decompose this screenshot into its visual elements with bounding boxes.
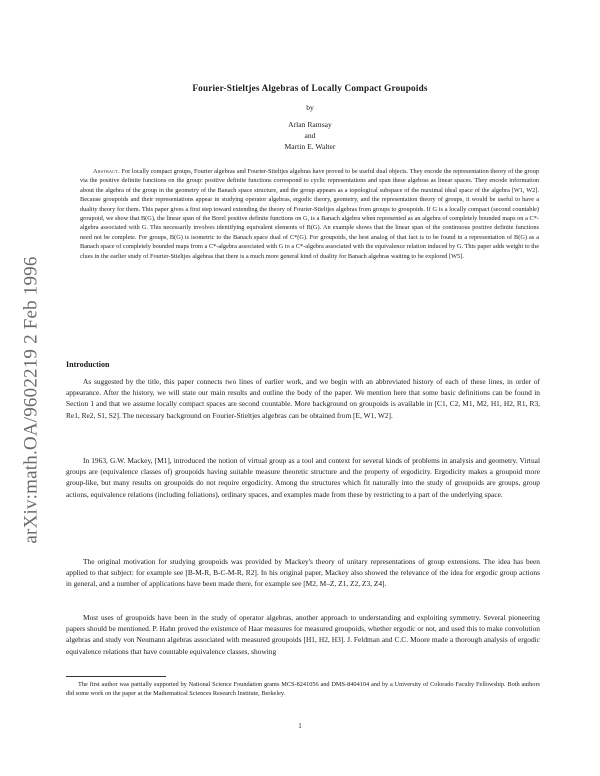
abstract — [80, 167, 539, 261]
author-conjunction: and — [304, 130, 316, 140]
author-block — [90, 120, 530, 152]
arxiv-identifier-margin — [2, 190, 62, 610]
intro-paragraph-1: As suggested by the title, this paper connects two lines of earlier work, and we begin with an abbreviated history of each of these lines, in order of appearance. After the history, we will state our main results and outline the body of the paper. We mention here that some basic definitions can be found in Section 1 and that we assume locally compact spaces are second countable. More background on groupoids is available in [C1, C2, M1, M2, H1, H2, R1, R3, Re1, Re2, S1, S2]. The necessary background on Fourier-Stieltjes algebras can be obtained from [E, W1, W2]. — [66, 377, 540, 420]
intro-paragraph-3: The original motivation for studying groupoids was provided by Mackey's theory of unitary representations of group extensions. The idea has been applied to that subject: for example see [B-M-R, B-C-M-R, R2]. In his original paper, Mackey also showed the relevance of the idea for ergodic group actions in general, and a number of applications have been made there, for example see [M2, M–Z, Z1, Z2, Z3, Z4]. — [66, 557, 540, 589]
intro-paragraph-4: Most uses of groupoids have been in the study of operator algebras, another approach to understanding and exploiting symmetry. Several pioneering papers should be mentioned. P. Hahn proved the existence of Haar measures for measured groupoids, whether ergodic or not, and used this to make convolution algebras and study von Neumann algebras associated with measured groupoids [H1, H2, H3]. J. Feldman and C.C. Moore made a thorough analysis of ergodic equivalence relations that have countable equivalence classes, showing — [66, 613, 540, 656]
author-second: Martin E. Walter — [284, 141, 336, 151]
arxiv-identifier: arXiv:math.OA/9602219 2 Feb 1996 — [21, 256, 42, 544]
paper-title: Fourier-Stieltjes Algebras of Locally Compact Groupoids — [192, 83, 428, 93]
footnote-rule — [66, 676, 166, 677]
intro-paragraph-2: In 1963, G.W. Mackey, [M1], introduced the notion of virtual group as a tool and context for several kinds of problems in analysis and geometry. Virtual groups are (equivalence classes of) groupoids having suitable measure theoretic structure and the property of ergodicity. Ergodicity makes a groupoid more group-like, but many results on groupoids do not require ergodicity. Among the structures which fit naturally into the study of groupoids are groups, group actions, equivalence relations (including foliations), ordinary spaces, and examples made from these by restricting to a part of the underlying space. — [66, 456, 540, 499]
page-number: 1 — [298, 722, 302, 730]
abstract-text: For locally compact groups, Fourier algebras and Fourier-Stieltjes algebras have proved to be useful dual objects. They encode the representation theory of the group via the positive definite functions on the group: positive definite functions correspond to cyclic representations and span these algebras as linear spaces. They encode information about the algebra of the group in the geometry of the Banach space structure, and the group appears as a topological subspace of the maximal ideal space of the algebra [W1, W2]. Because groupoids and their representations appear in studying operator algebras, ergodic theory, geometry, and the representation theory of groups, it would be useful to have a duality theory for them. This paper gives a first step toward extending the theory of Fourier-Stieltjes algebras from groups to groupoids. If G is a locally compact (second countable) groupoid, we show that B(G), the linear span of the Borel positive definite functions on G, is a Banach algebra when represented as an algebra of completely bounded maps on a C*-algebra associated with G. This necessarily involves identifying equivalent elements of B(G). An example shows that the linear span of the continuous positive definite functions need not be complete. For groups, B(G) is isometric to the Banach space dual of C*(G). For groupoids, the best analog of that fact is to be found in a representation of B(G) as a Banach space of completely bounded maps from a C*-algebra associated with G to a C*-algebra associated with the equivalence relation induced by G. This paper adds weight to the clues in the earlier study of Fourier-Stieltjes algebras that there is a much more general kind of duality for Banach algebras waiting to be explored [W5]. — [80, 168, 539, 260]
footnote: The first author was partially supported by National Science Foundation grants MCS-8241056 and DMS-8404104 and by a University of Colorado Faculty Fellowship. Both authors did some work on the paper at the Mathematical Sciences Research Institute, Berkeley. — [66, 681, 540, 697]
author-first: Arlan Ramsay — [288, 120, 332, 129]
byline: by — [306, 103, 314, 112]
abstract-label: Abstract. — [93, 168, 120, 175]
section-heading-introduction: Introduction — [66, 360, 110, 369]
